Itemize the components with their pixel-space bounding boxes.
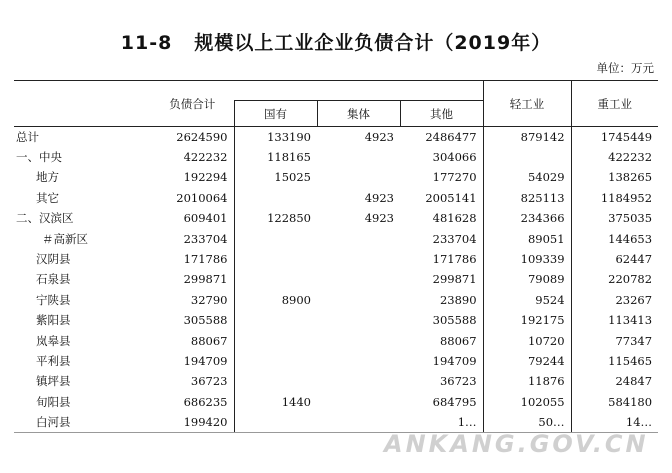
row-name: 总计 <box>16 129 39 144</box>
cell-other: 2005141 <box>425 190 477 205</box>
table-row <box>14 208 658 228</box>
cell-heavy: 220782 <box>571 269 658 289</box>
cell-heavy: 115465 <box>571 351 658 371</box>
cell-heavy: 62447 <box>571 249 658 269</box>
cell-other: 88067 <box>439 333 477 348</box>
cell-total: 199420 <box>151 412 234 432</box>
cell-collective <box>317 351 400 371</box>
cell-state: 15025 <box>234 167 317 187</box>
cell-other: 305588 <box>432 313 477 328</box>
header-blank <box>14 81 151 127</box>
cell-light: 825113 <box>483 188 571 208</box>
cell-total: 194709 <box>183 353 228 368</box>
header-ownership-spacer <box>234 81 483 101</box>
cell-other: 36723 <box>439 374 477 389</box>
cell-light: 79244 <box>483 351 571 371</box>
cell-state <box>234 371 317 391</box>
table-body <box>14 127 658 433</box>
cell-state <box>234 412 317 432</box>
title-text: 规模以上工业企业负债合计（2019年） <box>194 32 552 54</box>
cell-light: 109339 <box>483 249 571 269</box>
cell-light: 879142 <box>483 127 571 147</box>
table-row <box>14 127 658 147</box>
table-row <box>14 412 658 432</box>
cell-state <box>234 228 317 248</box>
cell-heavy: 14… <box>571 412 658 432</box>
table-row <box>14 371 658 391</box>
row-name: 平利县 <box>36 353 71 368</box>
cell-collective: 4923 <box>364 129 394 144</box>
row-name: ＃高新区 <box>42 231 88 246</box>
table-row <box>14 392 658 412</box>
row-name: 石泉县 <box>36 272 71 287</box>
cell-collective <box>317 167 400 187</box>
cell-other: 481628 <box>432 211 477 226</box>
page-title <box>0 28 672 55</box>
cell-light: 10720 <box>483 330 571 350</box>
cell-other: 177270 <box>432 170 477 185</box>
header-light: 轻工业 <box>483 81 571 127</box>
cell-collective <box>317 330 400 350</box>
row-name: 其它 <box>36 190 59 205</box>
cell-other: 233704 <box>432 231 477 246</box>
row-name: 二、汉滨区 <box>16 211 74 226</box>
cell-heavy: 1184952 <box>571 188 658 208</box>
table-row <box>14 330 658 350</box>
table-row <box>14 249 658 269</box>
liabilities-table <box>14 80 658 433</box>
cell-total: 36723 <box>190 374 228 389</box>
table-row <box>14 351 658 371</box>
row-name: 岚皋县 <box>36 333 71 348</box>
row-name: 白河县 <box>14 412 151 432</box>
cell-heavy: 23267 <box>571 290 658 310</box>
table-row <box>14 167 658 187</box>
cell-other: 171786 <box>432 252 477 267</box>
cell-total: 422232 <box>183 150 228 165</box>
cell-total: 32790 <box>190 292 228 307</box>
header-total: 负债合计 <box>151 81 234 127</box>
unit-label: 单位：万元 <box>596 61 654 75</box>
cell-collective <box>317 310 400 330</box>
cell-state: 118165 <box>234 147 317 167</box>
cell-heavy: 1745449 <box>571 127 658 147</box>
cell-state <box>234 330 317 350</box>
cell-heavy: 24847 <box>571 371 658 391</box>
cell-light: 89051 <box>483 228 571 248</box>
cell-collective <box>317 249 400 269</box>
cell-state: 122850 <box>234 208 317 228</box>
table-row <box>14 228 658 248</box>
cell-other: 1… <box>400 412 483 432</box>
header-state: 国有 <box>234 101 317 127</box>
cell-other: 684795 <box>432 394 477 409</box>
cell-total: 305588 <box>183 313 228 328</box>
cell-total: 299871 <box>183 272 228 287</box>
watermark: ANKANG.GOV.CN <box>384 430 649 458</box>
row-name: 汉阴县 <box>36 252 71 267</box>
cell-collective <box>317 147 400 167</box>
cell-collective <box>317 392 400 412</box>
row-name: 镇坪县 <box>36 374 71 389</box>
cell-state <box>234 269 317 289</box>
cell-total: 233704 <box>183 231 228 246</box>
header-heavy: 重工业 <box>571 81 658 127</box>
table-row <box>14 188 658 208</box>
cell-state: 8900 <box>234 290 317 310</box>
cell-collective <box>317 371 400 391</box>
cell-heavy: 584180 <box>571 392 658 412</box>
header-collective: 集体 <box>317 101 400 127</box>
cell-other: 23890 <box>439 292 477 307</box>
table-row <box>14 310 658 330</box>
cell-state <box>234 351 317 371</box>
cell-collective <box>317 412 400 432</box>
row-name: 紫阳县 <box>36 313 71 328</box>
cell-collective <box>317 228 400 248</box>
cell-state <box>234 310 317 330</box>
row-name: 宁陕县 <box>36 292 71 307</box>
cell-total: 2624590 <box>176 129 228 144</box>
table-row <box>14 290 658 310</box>
cell-light: 50… <box>483 412 571 432</box>
cell-heavy: 113413 <box>571 310 658 330</box>
row-name: 地方 <box>36 170 59 185</box>
cell-total: 171786 <box>183 252 228 267</box>
cell-light: 11876 <box>483 371 571 391</box>
cell-light: 102055 <box>483 392 571 412</box>
cell-total: 192294 <box>183 170 228 185</box>
cell-collective: 4923 <box>364 211 394 226</box>
title-number: 11-8 <box>120 32 173 54</box>
cell-heavy: 375035 <box>571 208 658 228</box>
cell-collective <box>317 269 400 289</box>
cell-heavy: 422232 <box>571 147 658 167</box>
cell-light: 54029 <box>483 167 571 187</box>
cell-light: 9524 <box>483 290 571 310</box>
cell-light: 192175 <box>483 310 571 330</box>
cell-heavy: 144653 <box>571 228 658 248</box>
cell-total: 609401 <box>183 211 228 226</box>
header-other: 其他 <box>400 101 483 127</box>
cell-state: 133190 <box>234 127 317 147</box>
row-name: 旬阳县 <box>36 394 71 409</box>
cell-other: 299871 <box>432 272 477 287</box>
cell-state: 1440 <box>234 392 317 412</box>
cell-heavy: 138265 <box>571 167 658 187</box>
cell-collective: 4923 <box>364 190 394 205</box>
cell-state <box>234 188 317 208</box>
cell-collective <box>317 290 400 310</box>
cell-total: 686235 <box>183 394 228 409</box>
cell-total: 88067 <box>190 333 228 348</box>
table-row <box>14 269 658 289</box>
cell-light <box>483 147 571 167</box>
row-name: 一、中央 <box>16 150 62 165</box>
cell-total: 2010064 <box>176 190 228 205</box>
cell-other: 194709 <box>432 353 477 368</box>
cell-state <box>234 249 317 269</box>
table-row <box>14 147 658 167</box>
cell-light: 234366 <box>483 208 571 228</box>
cell-heavy: 77347 <box>571 330 658 350</box>
cell-other: 2486477 <box>425 129 477 144</box>
cell-other: 304066 <box>432 150 477 165</box>
cell-light: 79089 <box>483 269 571 289</box>
